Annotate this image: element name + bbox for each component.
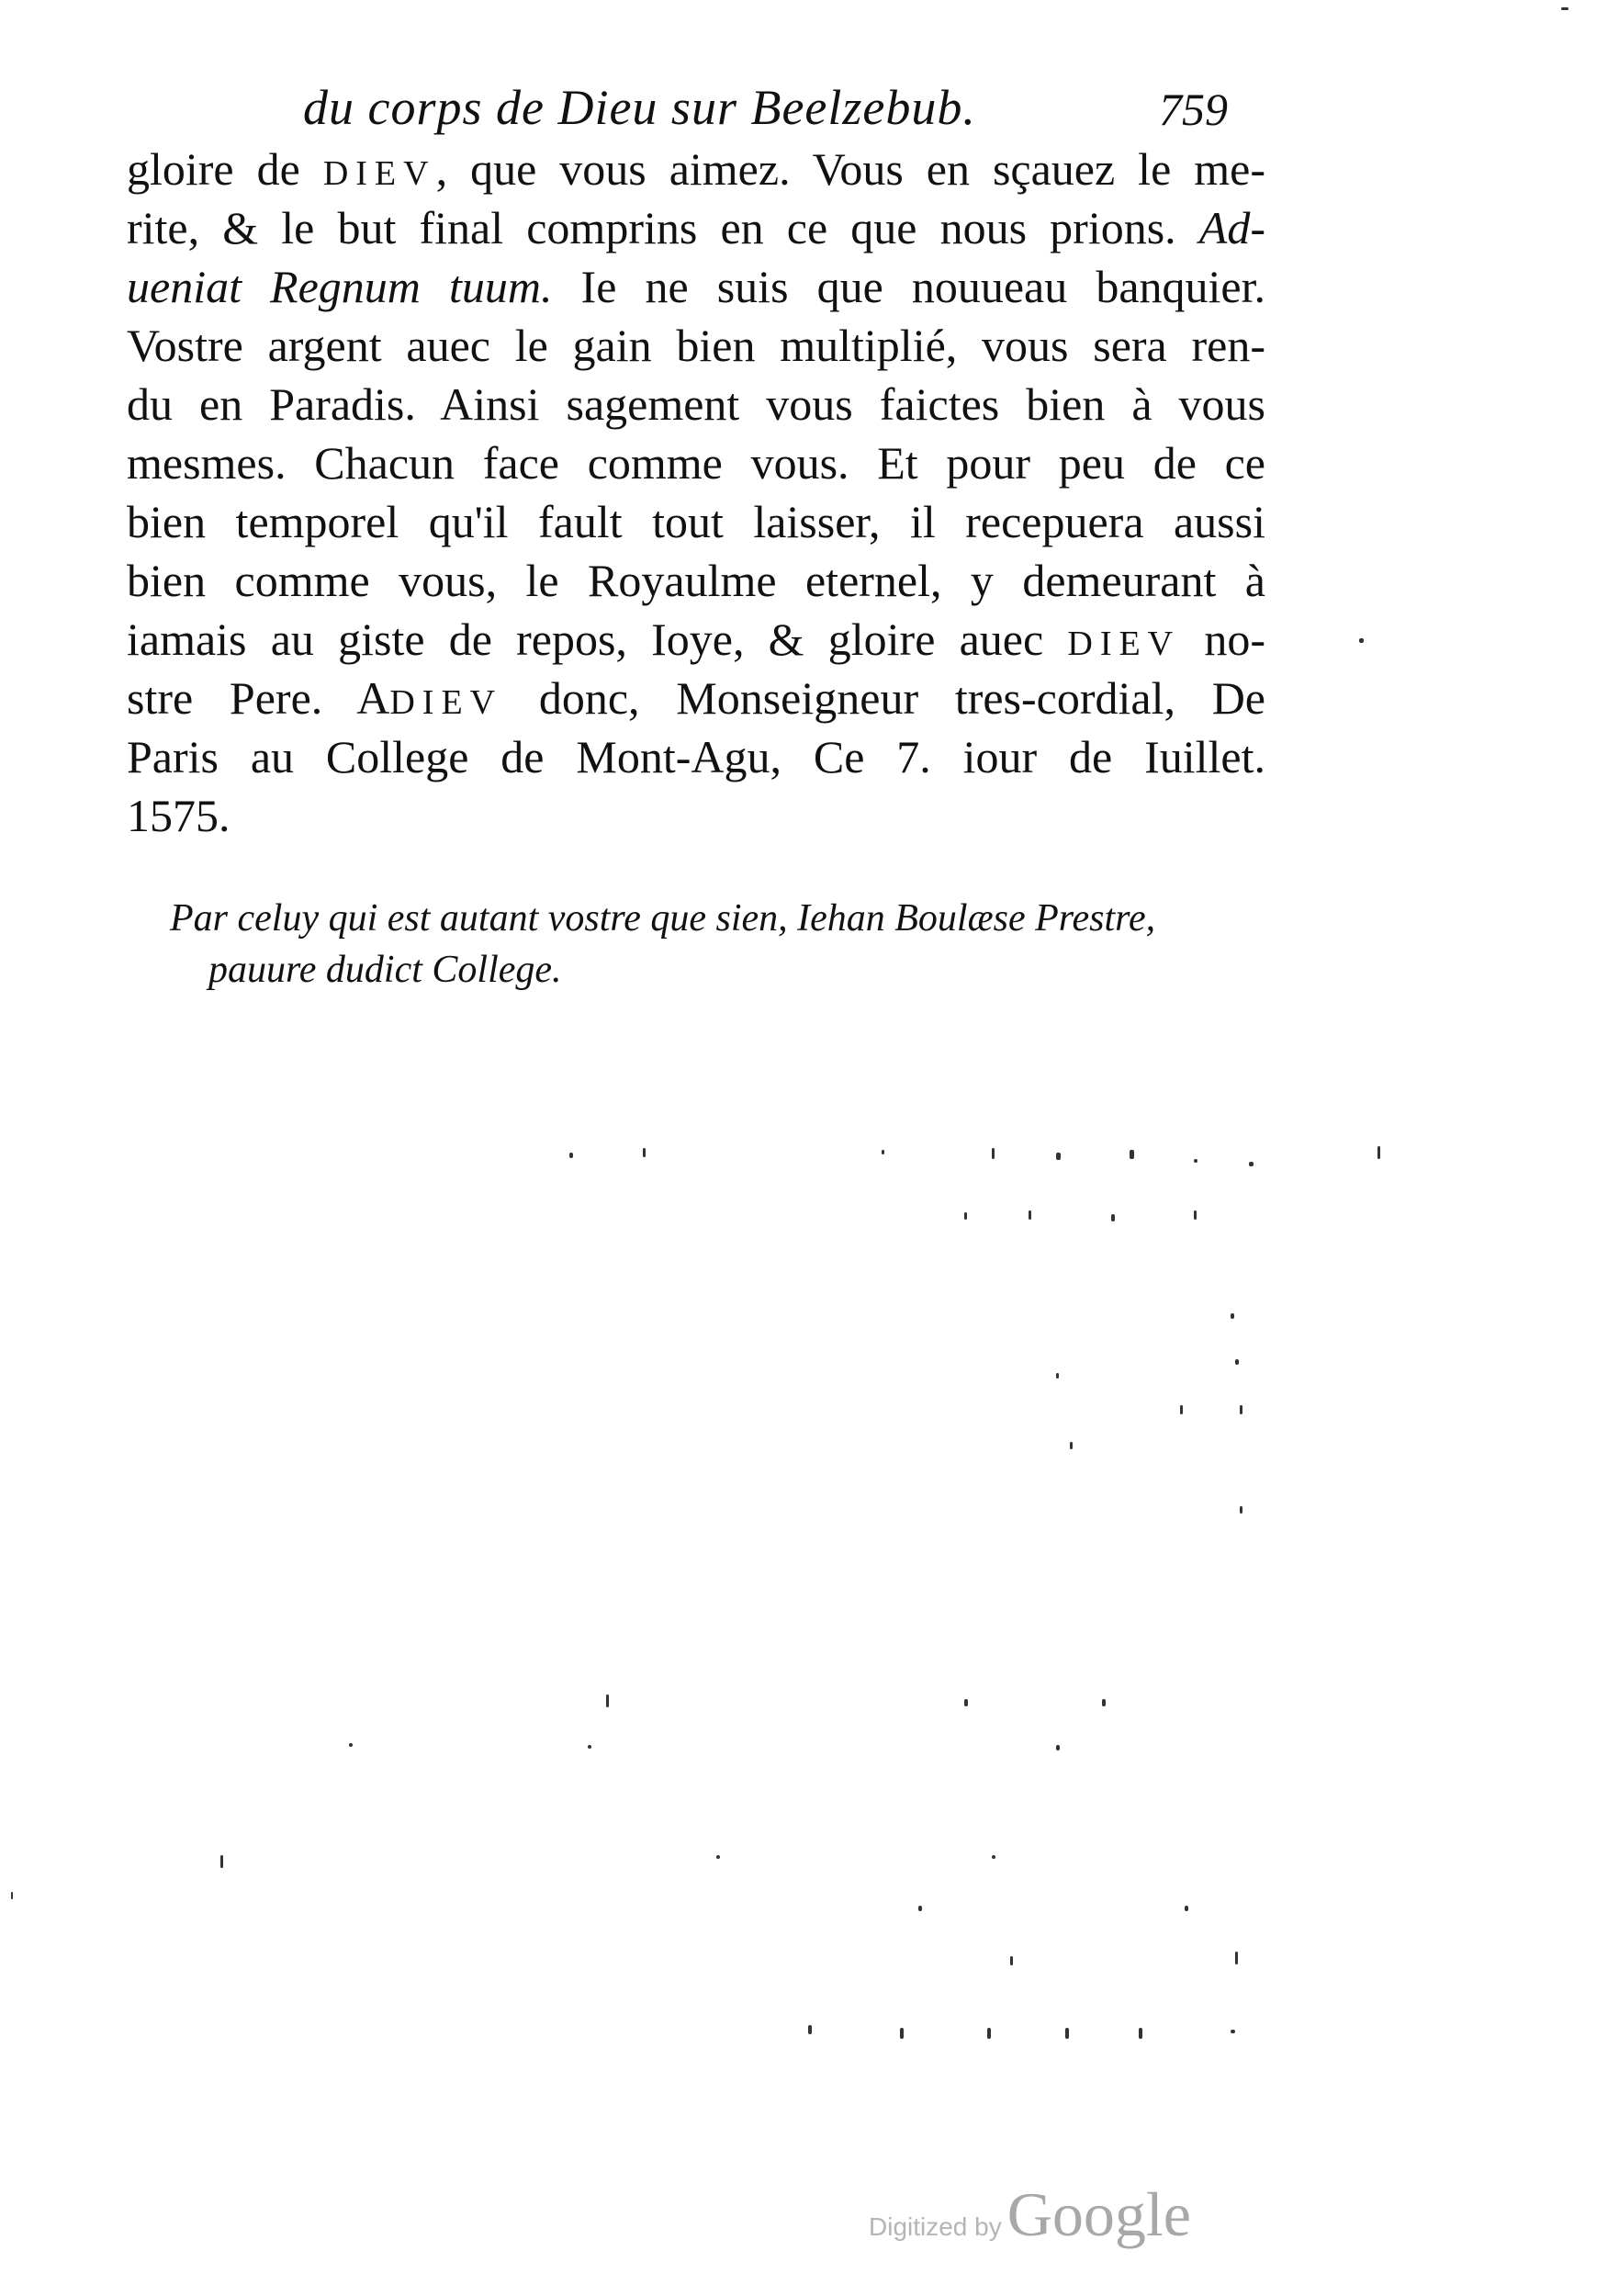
speck [1102, 1699, 1106, 1706]
speck [1111, 1214, 1115, 1221]
speck [1249, 1162, 1254, 1166]
speck [900, 2028, 904, 2039]
speck [606, 1694, 609, 1707]
speck [964, 1699, 968, 1706]
text-line: mesmes. Chacun face comme vous. Et pour peu de ce [127, 437, 1265, 489]
speck [808, 2025, 812, 2034]
running-head: du corps de Dieu sur Beelzebub. [303, 80, 976, 135]
speck [1010, 1956, 1013, 1965]
speck [1231, 1313, 1234, 1319]
speck [1130, 1150, 1134, 1159]
speck [1377, 1146, 1380, 1159]
speck [1231, 2030, 1235, 2033]
date-year-line: 1575. [127, 790, 230, 841]
signature-line: pauure dudict College. [208, 949, 562, 991]
speck [964, 1212, 967, 1220]
text-line: du en Paradis. Ainsi sagement vous faictes bien à vous [127, 378, 1265, 430]
text-line: ueniat Regnum tuum. Ie ne suis que nouueau banquier. [127, 261, 1265, 312]
speck [1139, 2028, 1142, 2039]
text-line: bien comme vous, le Royaulme eternel, y demeurant à [127, 555, 1265, 606]
digitized-by-google-watermark [869, 2178, 1273, 2252]
speck [1056, 1745, 1060, 1750]
body-paragraph [127, 140, 1265, 845]
speck [1359, 638, 1364, 643]
speck [987, 2028, 991, 2039]
speck [11, 1892, 13, 1899]
speck [1235, 1359, 1239, 1365]
speck [1240, 1506, 1242, 1514]
speck [1194, 1210, 1197, 1220]
speck [588, 1745, 591, 1749]
signature-line: Par celuy qui est autant vostre que sien, Iehan Boulæse Prestre, [170, 897, 1156, 940]
speck [716, 1855, 720, 1859]
text-line: Paris au College de Mont-Agu, Ce 7. iour de Iuillet. [127, 731, 1265, 782]
speck [1056, 1373, 1059, 1379]
latin-quote: ueniat Regnum tuum. [127, 261, 553, 312]
small-caps-word: DIEV [1067, 625, 1181, 663]
speck [1029, 1210, 1031, 1220]
text-line: stre Pere. ADIEV donc, Monseigneur tres-cordial, De [127, 672, 1266, 724]
speck [918, 1906, 922, 1911]
latin-quote: Ad- [1198, 202, 1265, 253]
speck [1240, 1405, 1242, 1414]
text-line: rite, & le but final comprins en ce que nous prions. Ad- [127, 202, 1265, 253]
watermark-prefix: Digitized by [869, 2212, 1002, 2241]
small-caps-word: DIEV [322, 154, 436, 193]
speck [1235, 1952, 1238, 1964]
speck [1194, 1159, 1197, 1163]
speck [1561, 7, 1568, 10]
speck [349, 1743, 353, 1747]
google-logo: Google [1006, 2179, 1191, 2249]
speck [569, 1153, 573, 1158]
small-caps-word: DIEV [389, 683, 503, 722]
speck [992, 1855, 995, 1859]
speck [220, 1855, 223, 1868]
speck [1185, 1906, 1188, 1911]
speck [992, 1148, 995, 1159]
signature-block [170, 893, 1254, 996]
text-line: iamais au giste de repos, Ioye, & gloire auec DIEV no- [127, 613, 1265, 665]
text-line: bien temporel qu'il fault tout laisser, il recepuera aussi [127, 496, 1265, 547]
speck [1056, 1153, 1061, 1160]
speck [1065, 2028, 1069, 2039]
speck [882, 1150, 884, 1154]
text-line: gloire de DIEV, que vous aimez. Vous en sçauez le me- [127, 143, 1265, 195]
speck [1070, 1442, 1073, 1449]
speck [643, 1148, 646, 1157]
page-number: 759 [1159, 84, 1228, 135]
speck [1180, 1405, 1183, 1414]
text-line: Vostre argent auec le gain bien multiplié, vous sera ren- [127, 320, 1265, 371]
